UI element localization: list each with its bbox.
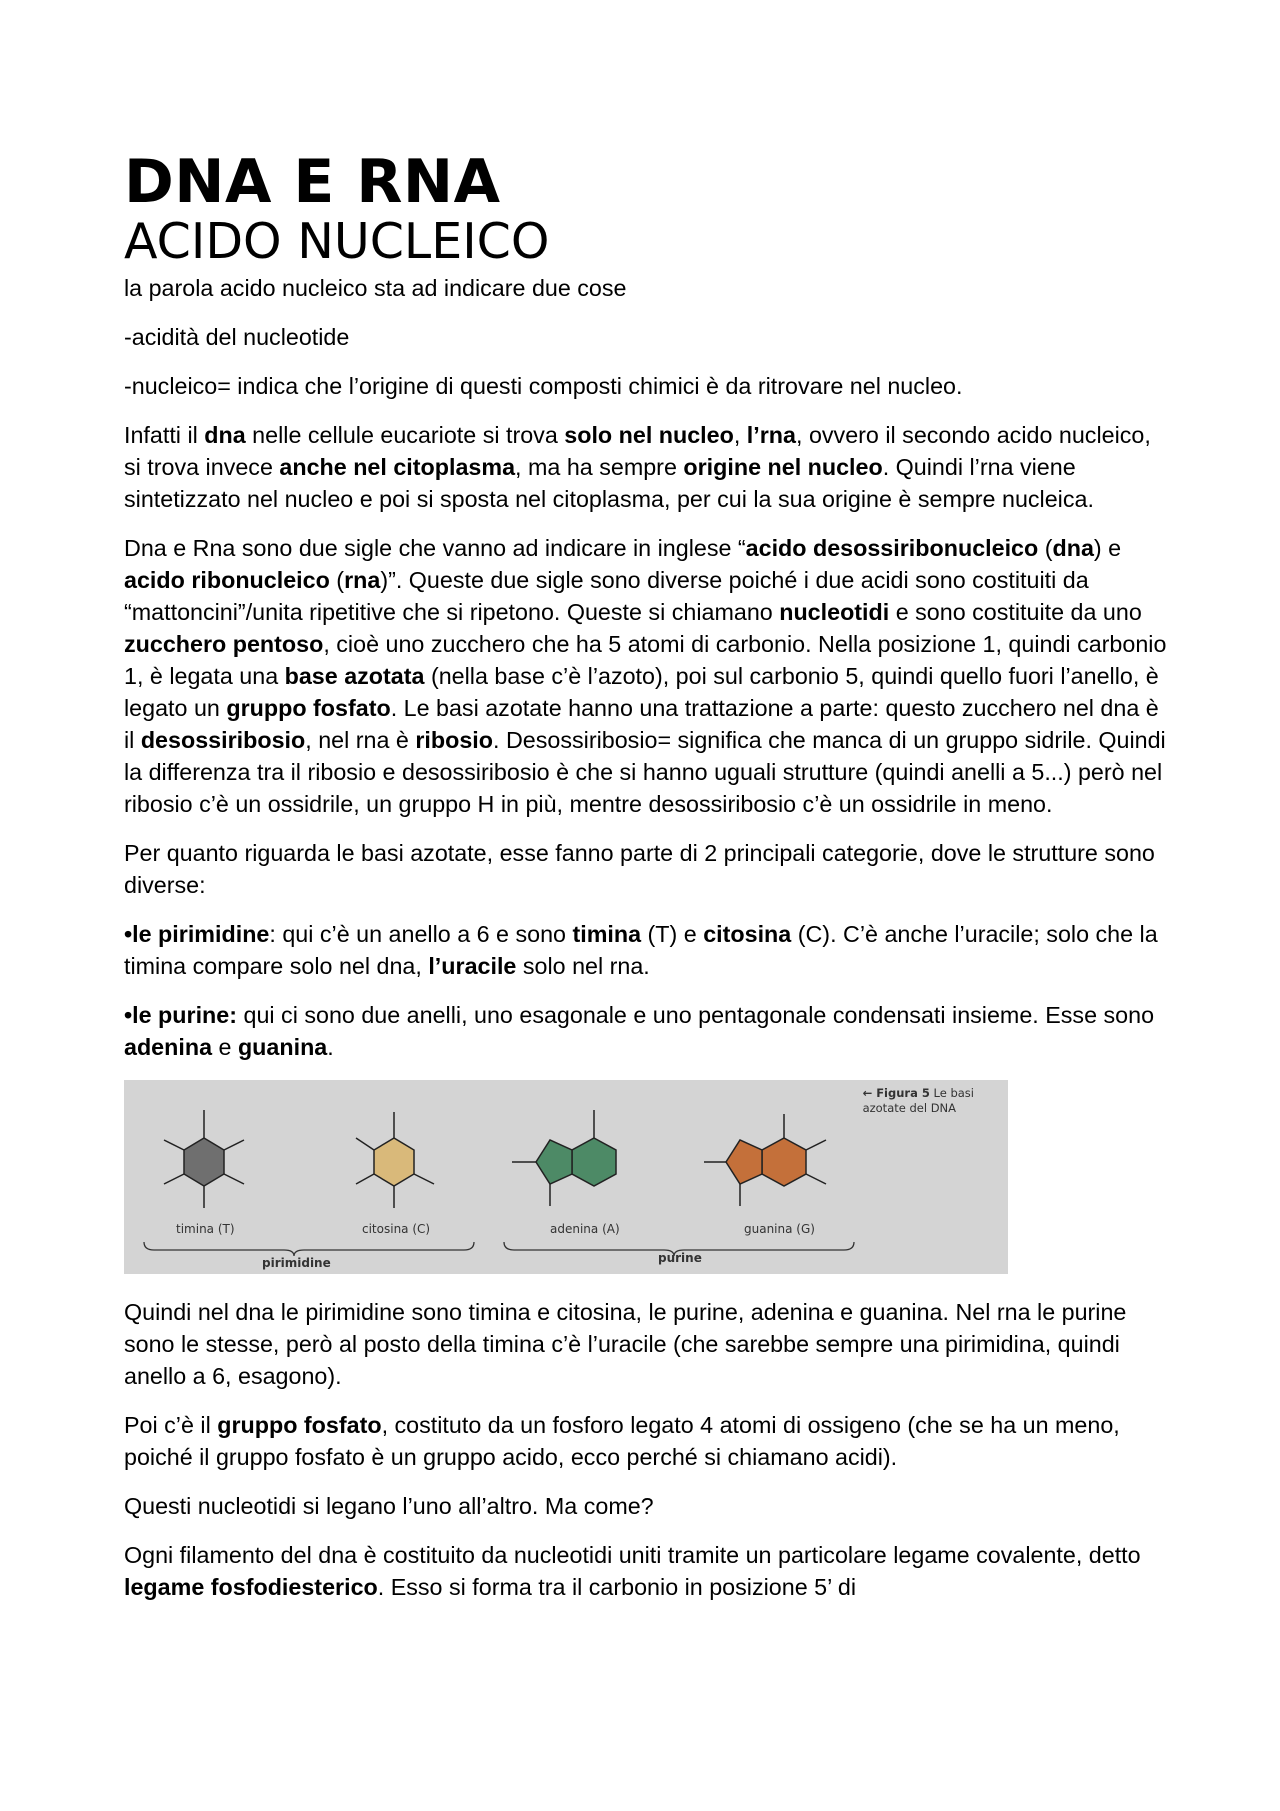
paragraph-legame: Ogni filamento del dna è costituito da nucleotidi uniti tramite un particolare legame covalente, detto legame fosfodiesterico. Esso si forma tra il carbonio in posizione 5’ di [124,1541,1141,1600]
figure-caption-line2: azotate del DNA [862,1100,957,1115]
paragraph-dna-location: Infatti il dna nelle cellule eucariote si trova solo nel nucleo, l’rna, ovvero il secondo acido nucleico, si trova invece anche nel citoplasma, ma ha sempre origine nel nucleo. Quindi l’rna viene sintetizzato nel nucleo e poi si sposta nel citoplasma, per cui la sua origine è sempre nucleica. [124,421,1151,512]
paragraph-sigle: Dna e Rna sono due sigle che vanno ad indicare in inglese “acido desossiribonucleico (dna) e acido ribonucleico (rna)”. Queste due sigle sono diverse poiché i due acidi sono costituiti da “mattoncini”/unita ripetitive che si ripetono. Queste si chiamano nucleotidi e sono costituite da uno zucchero pentoso, cioè uno zucchero che ha 5 atomi di carbonio. Nella posizione 1, quindi carbonio 1, è legata una base azotata (nella base c’è l’azoto), poi sul carbonio 5, quindi quello fuori l’anello, è legato un gruppo fosfato. Le basi azotate hanno una trattazione a parte: questo zucchero nel dna è il desossiribosio, nel rna è ribosio. Desossiribosio= significa che manca di un gruppo sidrile. Quindi la differenza tra il ribosio e desossiribosio è che si hanno uguali strutture (quindi anelli a 5...) però nel ribosio c’è un ossidrile, un gruppo H in più, mentre desossiribosio c’è un ossidrile in meno. [124,534,1167,817]
paragraph-riassunto-basi: Quindi nel dna le pirimidine sono timina e citosina, le purine, adenina e guanina. Nel rna le purine sono le stesse, però al posto della timina c’è l’uracile (che sarebbe sempre una pirimidina, quindi anello a 6, esagono). [124,1298,1127,1389]
label-guanina: guanina (G) [744,1221,815,1236]
timina-ring [184,1138,224,1186]
adenina-hexagon [572,1138,616,1186]
citosina-bond-h5 [356,1138,374,1150]
paragraph-domanda: Questi nucleotidi si legano l’uno all’altro. Ma come? [124,1492,654,1519]
label-adenina: adenina (A) [550,1221,620,1236]
label-timina: timina (T) [176,1221,235,1236]
citosina-bond-o [414,1174,434,1184]
paragraph-pirimidine: •le pirimidine: qui c’è un anello a 6 e sono timina (T) e citosina (C). C’è anche l’uracile; solo che la timina compare solo nel dna, l’uracile solo nel rna. [124,920,1158,979]
paragraph-acidita: -acidità del nucleotide [124,323,350,350]
label-pirimidine: pirimidine [262,1255,331,1270]
paragraph-purine: •le purine: qui ci sono due anelli, uno esagonale e uno pentagonale condensati insieme. Esse sono adenina e guanina. [124,1001,1155,1060]
paragraph-basi-azotate: Per quanto riguarda le basi azotate, esse fanno parte di 2 principali categorie, dove le strutture sono diverse: [124,839,1155,898]
nitrogen-bases-figure [124,1080,1008,1274]
guanina-pentagon [726,1140,762,1184]
timina-bond-h [164,1174,184,1184]
guanina-hexagon [762,1138,806,1186]
adenina-pentagon [536,1140,572,1184]
guanina-bond-nh2 [806,1174,826,1184]
document-subtitle: ACIDO NUCLEICO [124,212,550,270]
paragraph-nucleico: -nucleico= indica che l’origine di questi composti chimici è da ritrovare nel nucleo. [124,372,963,399]
label-purine: purine [658,1250,702,1265]
guanina-bond-nh [806,1140,826,1150]
figure-number: ← Figura 5 [862,1085,930,1100]
paragraph-intro: la parola acido nucleico sta ad indicare due cose [124,274,627,301]
citosina-bond-h6 [356,1174,374,1184]
paragraph-gruppo-fosfato: Poi c’è il gruppo fosfato, costituto da un fosforo legato 4 atomi di ossigeno (che se ha un meno, poiché il gruppo fosfato è un gruppo acido, ecco perché si chiamano acidi). [124,1411,1120,1470]
label-citosina: citosina (C) [362,1221,431,1236]
figure-caption [863,1086,974,1116]
citosina-ring [374,1138,414,1186]
timina-bond-nh [224,1140,244,1150]
pirimidine-brace [144,1242,474,1256]
timina-bond-ch3 [164,1140,184,1150]
document-title: DNA E RNA [124,147,501,217]
timina-bond-o2 [224,1174,244,1184]
figure-caption-text: Le basi [933,1085,974,1100]
document-page [124,147,1174,1620]
